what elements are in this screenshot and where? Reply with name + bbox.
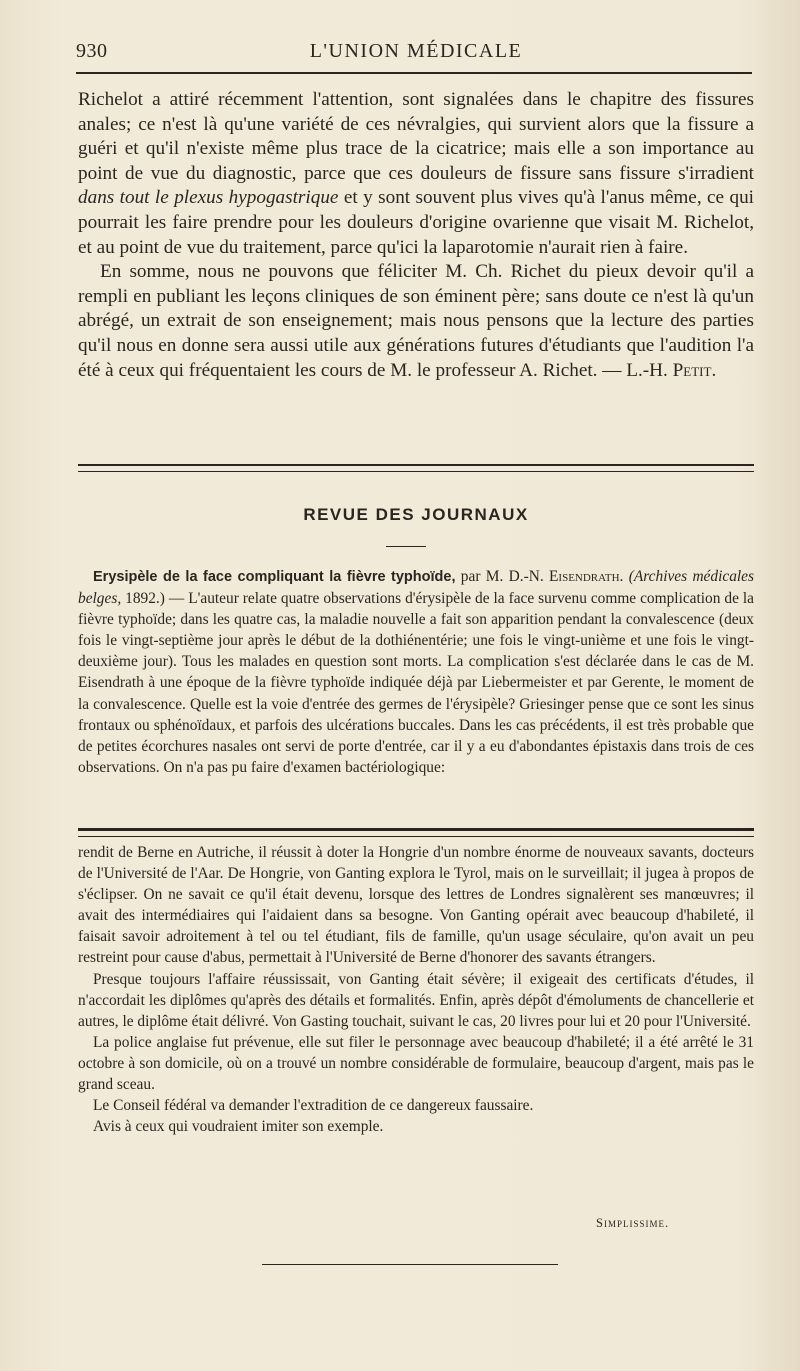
main-text bbox=[78, 88, 754, 383]
journal-article bbox=[78, 566, 754, 778]
feuilleton-paragraph: Presque toujours l'affaire réussissait, von Ganting était sévère; il exigeait des certificats d'études, il n'accordait les diplômes qu'après des détails et formalités. Enfin, après dépôt d'émoluments de chancellerie et autres, le diplôme était délivré. Von Gasting touchait, suivant le cas, 20 livres pour lui et 20 pour l'Université. bbox=[78, 970, 754, 1030]
section-divider bbox=[78, 464, 754, 472]
page-number: 930 bbox=[76, 40, 108, 62]
feuilleton-divider bbox=[78, 828, 754, 837]
article-paragraph bbox=[78, 566, 754, 778]
feuilleton bbox=[78, 842, 754, 1137]
paragraph-1-italic: dans tout le plexus hypogastrique bbox=[78, 187, 339, 209]
article-title: Erysipèle de la face compliquant la fièvre typhoïde, bbox=[93, 569, 456, 585]
section-title: REVUE DES JOURNAUX bbox=[303, 505, 529, 524]
paragraph-1 bbox=[78, 88, 754, 260]
paragraph-1-end: et y sont souvent plus vives qu'à l'anus même, ce qui pourrait les faire prendre pour les douleurs d'origine ovarienne que visait M. Richelot, et au point de vue du traitement, parce qu'ici la laparotomie n'aurait rien à faire. bbox=[78, 187, 755, 258]
article-year: 1892.) bbox=[121, 590, 165, 608]
feuilleton-paragraph: La police anglaise fut prévenue, elle sut filer le personnage avec beaucoup d'habileté; il a été arrêté le 31 octobre à son domicile, où on a trouvé un nombre considérable de formulaire, beaucoup d'argent, mais pas le grand sceau. bbox=[78, 1033, 754, 1094]
article-body: — L'auteur relate quatre observations d'érysipèle de la face survenu comme complication de la fièvre typhoïde; dans les quatre cas, la maladie nouvelle a fait son apparition pendant la convalescence (deux fois le vingt-septième jour après le début de la dothiénentérie; une fois le vingt-unième et une fois le vingt-deuxième jour). Tous les malades en question sont morts. La complication s'est déclarée dans le cas de M. Eisendrath à une époque de la fièvre typhoïde indiquée déjà par Liebermeister et par Gerente, le moment de la convalescence. Quelle est la voie d'entrée des germes de l'érysipèle? Griesinger pense que ce sont les sinus frontaux ou sphénoïdaux, et parfois des ulcérations buccales. Dans les cas précédents, il est très probable que de petites écorchures nasales ont servi de porte d'entrée, car il y a eu d'abondantes épistaxis dans trois de ces observations. On n'a pas pu faire d'examen bactériologique: bbox=[78, 590, 754, 776]
article-journal: (Archives médicales belges, bbox=[78, 568, 754, 608]
feuilleton-paragraph: Le Conseil fédéral va demander l'extradition de ce dangereux faussaire. bbox=[93, 1097, 534, 1115]
header-rule bbox=[76, 72, 752, 74]
end-rule bbox=[262, 1264, 558, 1265]
article-author: Eisendrath. bbox=[549, 568, 624, 585]
running-header bbox=[76, 40, 756, 72]
paragraph-2-text: En somme, nous ne pouvons que féliciter M. Ch. Richet du pieux devoir qu'il a rempli en publiant les leçons cliniques de son éminent père; sans doute ce n'est là qu'un abrégé, un extrait de son enseignement; mais nous pensons que la lecture des parties qu'il nous en donne sera aussi utile aux générations futures d'étudiants que l'audition l'a été à ceux qui fréquentaient les cours de M. le professeur A. Richet. — L.-H. bbox=[78, 261, 754, 381]
running-title: L'UNION MÉDICALE bbox=[309, 40, 523, 62]
paragraph-2 bbox=[78, 260, 754, 383]
title-rule bbox=[386, 546, 426, 547]
feuilleton-signature: Simplissime. bbox=[596, 1216, 670, 1230]
feuilleton-paragraph: Avis à ceux qui voudraient imiter son exemple. bbox=[93, 1118, 384, 1136]
article-author-prefix: par M. D.-N. bbox=[455, 568, 550, 585]
paragraph-1-start: Richelot a attiré récemment l'attention, sont signalées dans le chapitre des fissures anales; ce n'est là qu'une variété de ces névralgies, qui survient alors que la fissure a guéri et qu'il n'existe même plus trace de la cicatrice; mais elle a son importance au point de vue du diagnostic, parce que ces douleurs de fissure sans fissure s'irradient bbox=[78, 89, 754, 184]
paragraph-2-signature: Petit. bbox=[672, 359, 717, 381]
feuilleton-paragraph: rendit de Berne en Autriche, il réussit à doter la Hongrie d'un nombre énorme de nouveaux savants, docteurs de l'Université de l'Aar. De Hongrie, von Ganting explora le Tyrol, mais on le surveillait; il jugea à propos de s'éclipser. On ne savait ce qu'il était devenu, lorsque des lettres de Londres signalèrent ses manœuvres; il avait des intermédiaires qui l'aidaient dans sa besogne. Von Ganting opérait avec beaucoup d'habileté, il faisait savoir adroitement à tel ou tel étudiant, fils de famille, qu'un usage séculaire, qu'on avait un peu restreint pour cause d'abus, permettait à l'Université de Berne d'honorer des savants étrangers. bbox=[78, 844, 754, 967]
